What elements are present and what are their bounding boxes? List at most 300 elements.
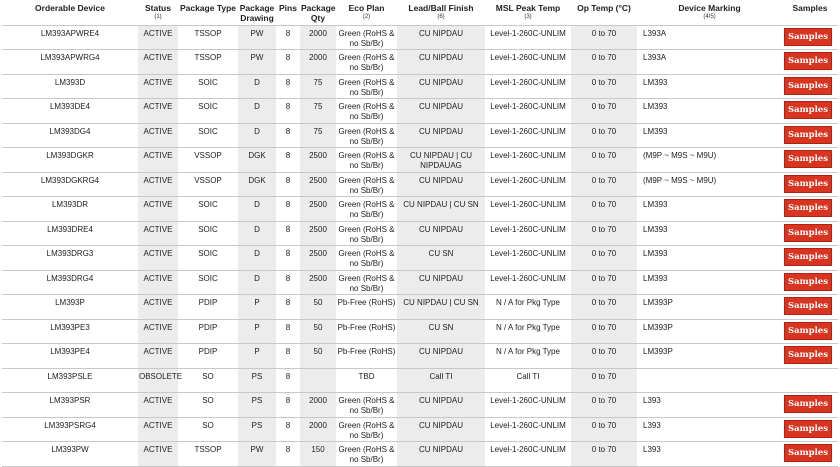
eco-plan-text: Green (RoHS & no Sb/Br) — [338, 175, 395, 195]
pins-text: 8 — [285, 102, 291, 111]
eco-plan-text: Green (RoHS & no Sb/Br) — [338, 224, 395, 244]
package-qty-text: 2500 — [309, 175, 327, 185]
orderable-device-text: LM393PSLE — [47, 371, 93, 381]
device-marking-text: LM393 — [643, 200, 668, 209]
lead-finish-cell — [397, 344, 485, 369]
package-type-text: VSSOP — [194, 151, 222, 160]
orderable-device-text: LM393DGKRG4 — [40, 175, 100, 185]
orderable-device-text: LM393APWRE4 — [40, 28, 100, 38]
eco-plan-cell — [336, 270, 397, 295]
package-drawing-text: PW — [250, 445, 264, 454]
package-qty-text: 2500 — [309, 249, 327, 258]
pins-text: 8 — [285, 420, 291, 430]
package-drawing-text: D — [254, 273, 260, 283]
lead-finish-text: CU NIPDAU — [418, 445, 463, 454]
orderable-device-cell — [2, 319, 138, 344]
lead-finish-cell — [397, 368, 485, 393]
op-temp-text: 0 to 70 — [591, 420, 617, 430]
op-temp-cell — [571, 148, 637, 173]
header-msl-peak-temp — [485, 0, 571, 25]
op-temp-cell — [571, 74, 637, 99]
orderable-device-cell — [2, 148, 138, 173]
pins-cell — [276, 99, 300, 124]
op-temp-text: 0 to 70 — [591, 28, 617, 38]
samples-button[interactable]: Samples — [784, 175, 832, 193]
samples-cell — [782, 221, 838, 246]
package-qty-cell — [300, 25, 336, 50]
lead-finish-cell — [397, 197, 485, 222]
table-row — [2, 417, 838, 442]
msl-peak-temp-cell — [485, 25, 571, 50]
orderable-device-text: LM393DR — [51, 200, 88, 209]
samples-cell — [782, 172, 838, 197]
pins-text: 8 — [285, 200, 291, 209]
op-temp-text: 0 to 70 — [591, 151, 617, 160]
status-text: ACTIVE — [143, 420, 173, 430]
msl-peak-temp-text: Level-1-260C-UNLIM — [490, 53, 566, 62]
package-qty-text: 75 — [313, 102, 323, 111]
lead-finish-cell — [397, 246, 485, 271]
package-qty-cell — [300, 270, 336, 295]
eco-plan-cell — [336, 442, 397, 467]
msl-peak-temp-cell — [485, 99, 571, 124]
header-footnote: (3) — [524, 14, 532, 20]
orderable-device-cell — [2, 172, 138, 197]
device-marking-cell — [637, 123, 782, 148]
status-cell — [138, 25, 178, 50]
orderable-device-cell — [2, 99, 138, 124]
status-cell — [138, 344, 178, 369]
package-qty-text: 75 — [313, 77, 323, 87]
pins-cell — [276, 270, 300, 295]
msl-peak-temp-cell — [485, 74, 571, 99]
orderable-device-text: LM393PSR — [49, 396, 91, 405]
package-drawing-cell — [238, 172, 276, 197]
lead-finish-cell — [397, 417, 485, 442]
samples-cell — [782, 123, 838, 148]
header-footnote: (6) — [437, 14, 445, 20]
status-cell — [138, 368, 183, 393]
orderable-device-cell — [2, 344, 138, 369]
header-label: Orderable Device — [35, 3, 105, 13]
op-temp-cell — [571, 393, 637, 418]
package-type-text: TSSOP — [194, 445, 222, 454]
package-qty-text: 2500 — [309, 200, 327, 209]
lead-finish-text: CU NIPDAU — [418, 396, 463, 405]
pins-cell — [276, 295, 300, 320]
samples-button[interactable]: Samples — [784, 395, 832, 413]
status-text: ACTIVE — [143, 53, 173, 62]
samples-cell — [782, 246, 838, 271]
package-type-cell — [178, 99, 238, 124]
package-drawing-cell — [238, 25, 276, 50]
lead-finish-cell — [397, 221, 485, 246]
package-qty-cell — [300, 368, 336, 393]
samples-button[interactable]: Samples — [784, 150, 832, 168]
lead-finish-cell — [397, 74, 485, 99]
op-temp-text: 0 to 70 — [591, 126, 617, 136]
package-qty-cell — [300, 221, 336, 246]
lead-finish-text: CU NIPDAU — [418, 102, 463, 111]
header-op-temp — [571, 0, 637, 25]
samples-button[interactable]: Samples — [784, 273, 832, 291]
pins-cell — [276, 197, 300, 222]
eco-plan-text: Green (RoHS & no Sb/Br) — [338, 102, 395, 121]
header-samples — [782, 0, 838, 25]
status-cell — [138, 442, 178, 467]
device-marking-text: L393 — [643, 396, 661, 405]
op-temp-text: 0 to 70 — [591, 249, 617, 258]
package-type-cell — [178, 148, 238, 173]
eco-plan-text: Green (RoHS & no Sb/Br) — [338, 273, 395, 293]
status-cell — [138, 393, 178, 418]
orderable-device-text: LM393DG4 — [49, 126, 91, 136]
lead-finish-text: CU NIPDAU — [418, 347, 463, 356]
op-temp-cell — [571, 442, 637, 467]
msl-peak-temp-cell — [485, 123, 571, 148]
msl-peak-temp-cell — [485, 393, 571, 418]
status-text: ACTIVE — [143, 445, 173, 454]
samples-cell — [782, 393, 838, 418]
package-drawing-text: PS — [251, 371, 263, 381]
status-text: ACTIVE — [143, 126, 173, 136]
samples-button[interactable]: Samples — [784, 199, 832, 217]
header-label: Eco Plan — [348, 3, 385, 13]
device-marking-cell — [637, 148, 782, 173]
table-body — [2, 25, 838, 466]
status-cell — [138, 172, 178, 197]
pins-cell — [276, 221, 300, 246]
eco-plan-cell — [336, 25, 397, 50]
samples-button[interactable]: Samples — [784, 248, 832, 266]
lead-finish-cell — [397, 270, 485, 295]
package-type-cell — [178, 344, 238, 369]
package-drawing-text: D — [254, 200, 260, 209]
package-drawing-cell — [238, 50, 276, 75]
package-type-text: SOIC — [198, 273, 218, 283]
eco-plan-cell — [336, 172, 397, 197]
header-package-type — [178, 0, 238, 25]
eco-plan-cell — [336, 123, 397, 148]
eco-plan-text: Green (RoHS & no Sb/Br) — [338, 53, 395, 72]
package-qty-text: 2000 — [309, 396, 327, 405]
samples-cell — [782, 417, 838, 442]
msl-peak-temp-cell — [485, 50, 571, 75]
op-temp-cell — [571, 368, 637, 393]
eco-plan-cell — [336, 197, 397, 222]
package-type-text: SOIC — [198, 200, 218, 209]
samples-cell — [782, 270, 838, 295]
device-marking-cell — [637, 393, 782, 418]
header-label: Lead/Ball Finish — [408, 3, 474, 13]
orderable-device-cell — [2, 197, 138, 222]
op-temp-cell — [571, 123, 637, 148]
package-qty-text: 75 — [313, 126, 323, 136]
package-qty-cell — [300, 319, 336, 344]
package-qty-text: 150 — [311, 445, 325, 454]
package-drawing-text: DGK — [248, 151, 266, 160]
table-row — [2, 442, 838, 467]
orderable-device-text: LM393PW — [51, 445, 89, 454]
table-row — [2, 368, 838, 393]
op-temp-cell — [571, 319, 637, 344]
pins-cell — [276, 319, 300, 344]
package-type-text: SO — [202, 420, 214, 430]
eco-plan-text: Green (RoHS & no Sb/Br) — [338, 396, 395, 415]
msl-peak-temp-cell — [485, 148, 571, 173]
package-drawing-text: D — [254, 249, 260, 258]
header-orderable-device — [2, 0, 138, 25]
pins-cell — [276, 417, 300, 442]
eco-plan-cell — [336, 148, 397, 173]
package-drawing-cell — [238, 368, 276, 393]
eco-plan-text: Green (RoHS & no Sb/Br) — [338, 151, 395, 170]
package-qty-text: 2500 — [309, 224, 327, 234]
package-drawing-text: PS — [251, 396, 263, 405]
orderable-device-cell — [2, 246, 138, 271]
msl-peak-temp-text: Level-1-260C-UNLIM — [490, 445, 566, 454]
package-qty-cell — [300, 148, 336, 173]
header-label: Package Drawing — [239, 3, 275, 23]
samples-button[interactable]: Samples — [784, 52, 832, 70]
package-drawing-text: P — [254, 347, 260, 356]
msl-peak-temp-text: Call TI — [516, 371, 540, 381]
package-qty-cell — [300, 295, 336, 320]
package-type-text: VSSOP — [194, 175, 222, 185]
samples-cell — [782, 295, 838, 320]
samples-button[interactable]: Samples — [784, 28, 832, 46]
msl-peak-temp-cell — [485, 417, 571, 442]
msl-peak-temp-cell — [485, 246, 571, 271]
device-marking-cell — [637, 368, 782, 393]
orderable-device-text: LM393DRG4 — [46, 273, 94, 283]
device-marking-cell — [637, 344, 782, 369]
status-text: ACTIVE — [143, 151, 173, 160]
device-marking-text: L393A — [643, 53, 667, 62]
orderable-device-cell — [2, 50, 138, 75]
orderable-device-text: LM393P — [55, 298, 85, 307]
samples-button[interactable]: Samples — [784, 126, 832, 144]
header-eco-plan — [336, 0, 397, 25]
samples-button[interactable]: Samples — [784, 101, 832, 119]
op-temp-cell — [571, 270, 637, 295]
package-type-text: TSSOP — [194, 28, 222, 38]
op-temp-text: 0 to 70 — [591, 273, 617, 283]
status-cell — [138, 123, 178, 148]
eco-plan-text: Green (RoHS & no Sb/Br) — [338, 200, 395, 219]
lead-finish-cell — [397, 50, 485, 75]
samples-button[interactable]: Samples — [784, 444, 832, 462]
eco-plan-cell — [336, 221, 397, 246]
package-qty-cell — [300, 246, 336, 271]
status-text: ACTIVE — [143, 102, 173, 111]
eco-plan-text: Pb-Free (RoHS) — [337, 322, 396, 332]
op-temp-text: 0 to 70 — [591, 102, 617, 111]
package-type-text: SO — [202, 371, 214, 381]
op-temp-cell — [571, 295, 637, 320]
package-qty-text: 2500 — [309, 273, 327, 283]
msl-peak-temp-cell — [485, 319, 571, 344]
lead-finish-text: CU NIPDAU — [418, 273, 463, 283]
device-marking-cell — [637, 221, 782, 246]
header-label: MSL Peak Temp — [495, 3, 561, 13]
status-cell — [138, 246, 178, 271]
table-row — [2, 319, 838, 344]
package-drawing-cell — [238, 74, 276, 99]
lead-finish-text: CU NIPDAU — [418, 53, 463, 62]
package-drawing-cell — [238, 344, 276, 369]
lead-finish-text: CU NIPDAU | CU SN — [403, 200, 479, 209]
status-text: ACTIVE — [143, 273, 173, 283]
lead-finish-cell — [397, 99, 485, 124]
status-text: ACTIVE — [143, 175, 173, 185]
pins-text: 8 — [285, 175, 291, 185]
device-marking-text: LM393 — [643, 273, 668, 283]
eco-plan-text: Pb-Free (RoHS) — [337, 298, 396, 307]
status-text: ACTIVE — [143, 347, 173, 356]
header-package-qty — [300, 0, 336, 25]
package-drawing-cell — [238, 417, 276, 442]
device-marking-text: L393 — [643, 420, 661, 430]
package-drawing-cell — [238, 221, 276, 246]
package-drawing-cell — [238, 148, 276, 173]
lead-finish-cell — [397, 25, 485, 50]
eco-plan-cell — [336, 246, 397, 271]
samples-button[interactable]: Samples — [784, 297, 832, 315]
package-drawing-cell — [238, 270, 276, 295]
table-row — [2, 270, 838, 295]
samples-cell — [782, 442, 838, 467]
header-label: Package Type — [179, 3, 237, 13]
samples-cell — [782, 74, 838, 99]
samples-button[interactable]: Samples — [784, 420, 832, 438]
samples-cell — [782, 344, 838, 369]
msl-peak-temp-text: N / A for Pkg Type — [496, 322, 560, 332]
eco-plan-cell — [336, 344, 397, 369]
status-text: ACTIVE — [143, 396, 173, 405]
table-row — [2, 344, 838, 369]
eco-plan-text: Pb-Free (RoHS) — [337, 347, 396, 356]
device-marking-text: LM393P — [643, 298, 673, 307]
table-row — [2, 246, 838, 271]
package-drawing-text: PW — [250, 53, 264, 62]
samples-cell — [782, 25, 838, 50]
lead-finish-text: Call TI — [429, 371, 453, 381]
orderable-device-cell — [2, 393, 138, 418]
lead-finish-text: CU NIPDAU — [418, 126, 463, 136]
table-row — [2, 25, 838, 50]
samples-button[interactable]: Samples — [784, 77, 832, 95]
lead-finish-text: CU SN — [428, 249, 454, 258]
package-drawing-cell — [238, 246, 276, 271]
header-package-drawing — [238, 0, 276, 25]
package-type-text: SO — [202, 396, 214, 405]
op-temp-text: 0 to 70 — [591, 175, 617, 185]
device-marking-cell — [637, 25, 782, 50]
device-marking-text: LM393 — [643, 77, 668, 87]
op-temp-text: 0 to 70 — [591, 200, 617, 209]
samples-cell — [782, 368, 838, 393]
orderable-device-cell — [2, 25, 138, 50]
device-marking-text: LM393P — [643, 347, 673, 356]
package-type-cell — [178, 417, 238, 442]
lead-finish-text: CU NIPDAU — [418, 224, 463, 234]
pins-cell — [276, 148, 300, 173]
package-type-cell — [178, 319, 238, 344]
pins-cell — [276, 172, 300, 197]
table-row — [2, 172, 838, 197]
header-footnote: (1) — [154, 14, 162, 20]
status-cell — [138, 50, 178, 75]
status-text: ACTIVE — [143, 249, 173, 258]
package-type-text: SOIC — [198, 249, 218, 258]
header-label: Package Qty — [301, 3, 336, 23]
samples-button[interactable]: Samples — [784, 346, 832, 364]
status-cell — [138, 270, 178, 295]
msl-peak-temp-text: Level-1-260C-UNLIM — [490, 77, 566, 87]
orderable-device-text: LM393DGKR — [46, 151, 94, 160]
eco-plan-cell — [336, 393, 397, 418]
table-row — [2, 295, 838, 320]
samples-cell — [782, 197, 838, 222]
pins-text: 8 — [285, 371, 291, 381]
header-status — [138, 0, 178, 25]
status-cell — [138, 417, 178, 442]
package-drawing-cell — [238, 99, 276, 124]
device-marking-cell — [637, 99, 782, 124]
package-type-cell — [178, 246, 238, 271]
device-marking-text: L393 — [643, 445, 661, 454]
lead-finish-text: CU NIPDAU — [418, 175, 463, 185]
pins-text: 8 — [285, 151, 291, 160]
package-drawing-text: P — [254, 298, 260, 307]
header-lead-ball-finish — [397, 0, 485, 25]
device-marking-cell — [637, 442, 782, 467]
op-temp-cell — [571, 221, 637, 246]
package-type-text: SOIC — [198, 102, 218, 111]
samples-button[interactable]: Samples — [784, 322, 832, 340]
lead-finish-text: CU NIPDAU | CU SN — [403, 298, 479, 307]
status-cell — [138, 99, 178, 124]
orderable-device-text: LM393PSRG4 — [44, 420, 96, 430]
package-type-text: SOIC — [198, 126, 218, 136]
package-type-cell — [178, 368, 238, 393]
pins-cell — [276, 25, 300, 50]
status-cell — [138, 197, 178, 222]
package-drawing-text: PS — [251, 420, 263, 430]
package-drawing-cell — [238, 442, 276, 467]
table-row — [2, 197, 838, 222]
op-temp-cell — [571, 50, 637, 75]
pins-cell — [276, 123, 300, 148]
orderable-device-cell — [2, 123, 138, 148]
package-qty-text: 50 — [313, 322, 323, 332]
device-marking-cell — [637, 246, 782, 271]
samples-button[interactable]: Samples — [784, 224, 832, 242]
header-pins — [276, 0, 300, 25]
op-temp-text: 0 to 70 — [591, 445, 617, 454]
op-temp-cell — [571, 246, 637, 271]
package-qty-text: 50 — [313, 298, 323, 307]
pins-text: 8 — [285, 126, 291, 136]
table-header-row — [2, 0, 838, 25]
op-temp-text: 0 to 70 — [591, 322, 617, 332]
lead-finish-text: CU NIPDAU | CU NIPDAUAG — [409, 151, 473, 170]
msl-peak-temp-cell — [485, 197, 571, 222]
package-type-cell — [178, 123, 238, 148]
op-temp-cell — [571, 99, 637, 124]
msl-peak-temp-text: Level-1-260C-UNLIM — [490, 200, 566, 209]
